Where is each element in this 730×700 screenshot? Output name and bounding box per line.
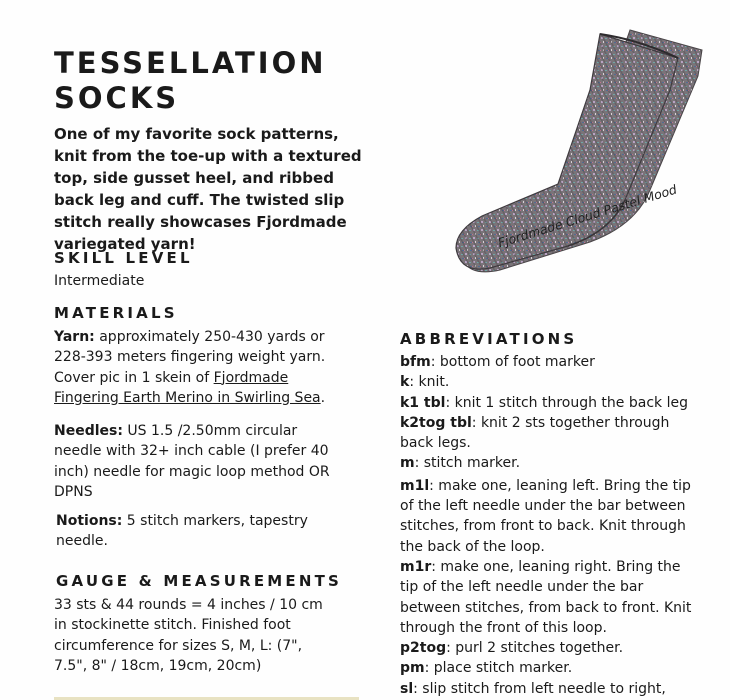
title-line-2: SOCKS <box>54 81 180 115</box>
skill-level-value: Intermediate <box>54 273 145 289</box>
needles-label: Needles: <box>54 423 123 439</box>
notions-label: Notions: <box>56 513 123 529</box>
gauge-heading: GAUGE & MEASUREMENTS <box>56 572 343 590</box>
sock-photo <box>440 20 720 280</box>
yarn-end: . <box>320 389 326 406</box>
title-line-1: TESSELLATION <box>54 46 327 80</box>
yarn-paragraph <box>54 327 344 408</box>
yarn-link[interactable]: Fjordmade Fingering Earth Merino in Swirling Sea <box>54 369 321 406</box>
abbreviation-definition: : purl 2 stitches together. <box>446 640 624 657</box>
abbreviation-item <box>400 413 700 454</box>
abbreviation-term: m <box>400 455 415 472</box>
abbreviation-item <box>400 679 700 699</box>
abbreviation-item <box>400 372 700 392</box>
abbreviation-item <box>400 557 700 638</box>
abbreviation-item <box>400 658 700 678</box>
abbreviation-term: k2tog tbl <box>400 414 472 431</box>
skill-level-heading: SKILL LEVEL <box>54 249 193 267</box>
gauge-text: 33 sts & 44 rounds = 4 inches / 10 cm in stockinette stitch. Finished foot circumference for sizes S, M, L: (7", 7.5", 8" / 18cm, 19cm, 20cm) <box>54 597 323 674</box>
notions-paragraph <box>56 511 326 552</box>
abbreviation-item <box>400 453 700 473</box>
intro-paragraph: One of my favorite sock patterns, knit from the toe-up with a textured top, side gusset heel, and ribbed back leg and cuff. The twisted slip stitch really showcases Fjordmade variegated yarn! <box>54 125 362 253</box>
abbreviation-definition: : slip stitch from left needle to right, <box>413 680 666 697</box>
abbreviation-item <box>400 476 700 557</box>
abbreviation-definition: : make one, leaning right. Bring the tip of the left needle under the bar between stitches, from back to front. Knit through the front of this loop. <box>400 558 692 636</box>
abbreviation-term: sl <box>400 680 414 697</box>
yarn-label: Yarn: <box>54 329 95 345</box>
abbreviation-term: k <box>400 374 410 391</box>
abbreviation-definition: : make one, leaning left. Bring the tip of the left needle under the bar between stitches, from front to back. Knit through the back of the loop. <box>400 477 691 555</box>
needles-text: US 1.5 /2.50mm circular needle with 32+ inch cable (I prefer 40 inch) needle for magic loop method OR DPNS <box>54 423 330 500</box>
abbreviation-term: m1r <box>400 558 432 575</box>
abbreviation-term: m1l <box>400 477 430 494</box>
needles-paragraph <box>54 421 339 502</box>
abbreviations-list <box>400 352 700 699</box>
abbreviation-term: pm <box>400 660 425 677</box>
abbreviation-definition: : stitch marker. <box>414 455 521 472</box>
abbreviation-definition: : bottom of foot marker <box>430 354 595 370</box>
materials-heading: MATERIALS <box>54 304 178 322</box>
notions-text: 5 stitch markers, tapestry needle. <box>56 513 308 550</box>
abbreviation-definition: : place stitch marker. <box>424 660 573 677</box>
abbreviation-term: k1 tbl <box>400 394 446 411</box>
abbreviation-item <box>400 393 700 413</box>
yarn-text: approximately 250-430 yards or 228-393 meters fingering weight yarn. Cover pic in 1 skein of <box>54 329 326 386</box>
photo-caption: Fjordmade Cloud Pastel Mood <box>496 181 679 251</box>
abbreviation-definition: : knit 1 stitch through the back leg <box>445 394 688 411</box>
abbreviation-item <box>400 638 700 658</box>
abbreviation-term: bfm <box>400 354 431 370</box>
abbreviations-heading: ABBREVIATIONS <box>400 330 578 348</box>
abbreviation-term: p2tog <box>400 640 447 657</box>
page-title <box>54 46 327 116</box>
abbreviation-item <box>400 352 700 372</box>
abbreviation-definition: : knit. <box>409 374 450 391</box>
abbreviation-definition: : knit 2 sts together through back legs. <box>400 414 670 452</box>
